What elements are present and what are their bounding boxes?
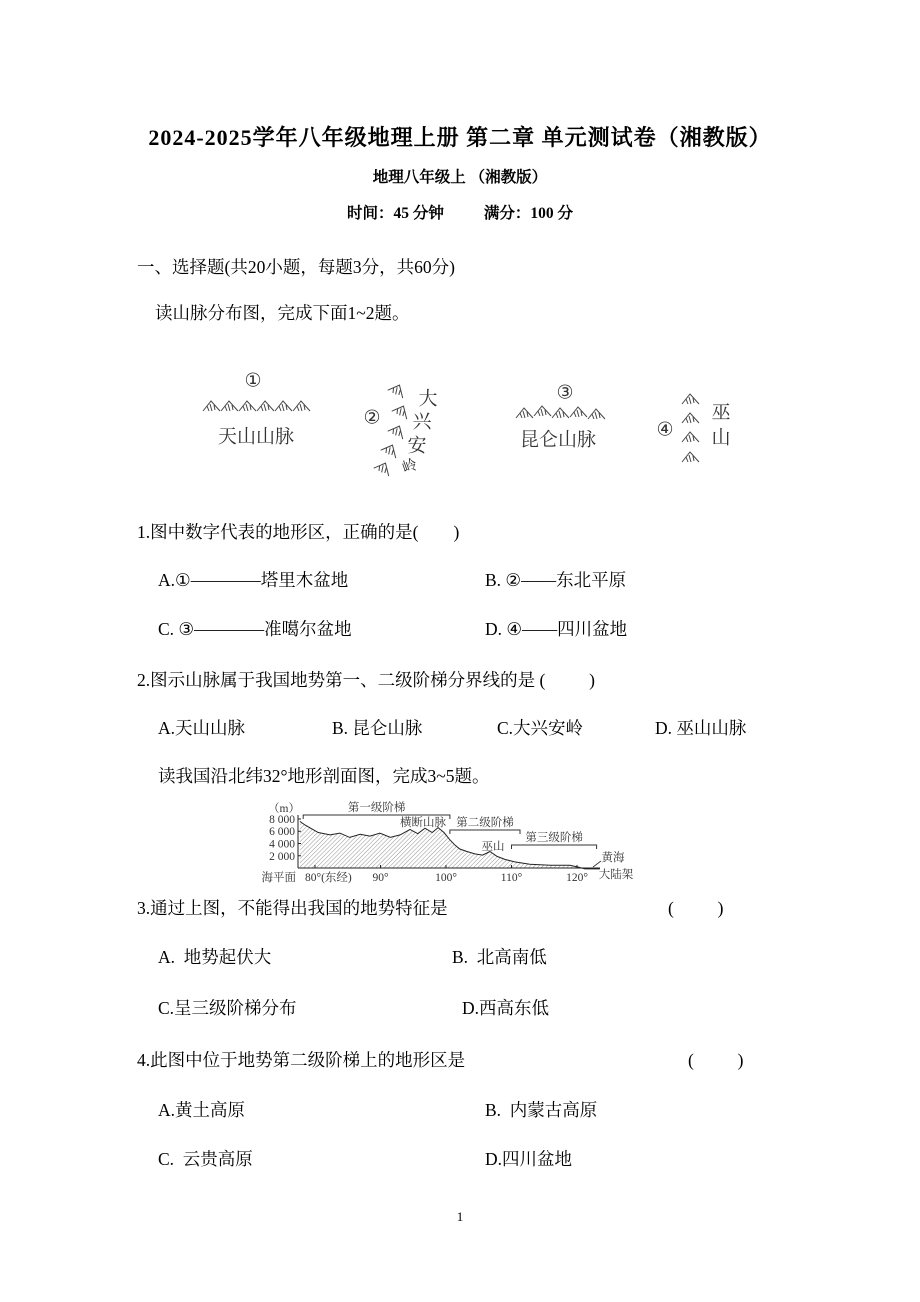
x-tick-label: 90° bbox=[372, 872, 389, 884]
total-score: 满分：100 分 bbox=[483, 205, 574, 222]
x-tick-label: 110° bbox=[500, 872, 523, 884]
wushan-char: 巫 bbox=[711, 402, 731, 424]
mountain-symbol bbox=[257, 401, 274, 411]
y-tick-label: 6 000 bbox=[269, 826, 295, 838]
mountain-symbol bbox=[682, 432, 699, 442]
step-label-second: 第二级阶梯 bbox=[456, 817, 514, 829]
question-4-option-c: C. 云贵高原 bbox=[158, 1149, 253, 1169]
mountain-symbol bbox=[570, 407, 587, 417]
y-tick-label: 4 000 bbox=[269, 838, 295, 851]
question-4-answer-blank: ( ) bbox=[688, 1050, 744, 1070]
question-4-option-a: A.黄土高原 bbox=[158, 1100, 246, 1120]
mountain-symbol bbox=[534, 406, 551, 416]
step-bracket-second bbox=[450, 830, 520, 834]
question-4-option-b: B. 内蒙古高原 bbox=[485, 1100, 598, 1120]
question-3-stem: 3.通过上图，不能得出我国的地势特征是 bbox=[137, 898, 448, 918]
mountain-symbol bbox=[516, 408, 533, 418]
mountain-symbol bbox=[275, 401, 292, 411]
huanghai-label: 黄海 bbox=[601, 852, 625, 864]
y-tick-label: 2 000 bbox=[269, 851, 295, 863]
question-2-option-d: D. 巫山山脉 bbox=[655, 718, 747, 738]
question-4-option-d: D.四川盆地 bbox=[485, 1149, 573, 1169]
mountain-distribution-figure bbox=[190, 360, 750, 490]
huanghai-pointer bbox=[593, 861, 601, 867]
question-3-option-c: C.呈三级阶梯分布 bbox=[158, 998, 297, 1018]
mountain-symbol bbox=[682, 394, 699, 404]
sea-level-label: 海平面 bbox=[261, 872, 296, 884]
x-tick-label: 120° bbox=[566, 872, 588, 884]
daxinganling-char: 岭 bbox=[400, 456, 420, 478]
x-tick-label: 80°(东经) bbox=[305, 872, 352, 884]
mountain-symbol bbox=[221, 401, 238, 411]
wushan-label: 巫山 bbox=[481, 841, 505, 853]
question-4-stem: 4.此图中位于地势第二级阶梯上的地形区是 bbox=[137, 1050, 466, 1070]
continental-shelf-label: 大陆架 bbox=[598, 869, 634, 881]
question-1-option-d: D. ④——四川盆地 bbox=[485, 619, 628, 639]
section-heading: 一、选择题(共20小题，每题3分，共60分) bbox=[137, 257, 455, 277]
y-tick-label: 8 000 bbox=[269, 814, 295, 826]
question-1-option-a: A.①————塔里木盆地 bbox=[158, 570, 349, 590]
question-3-option-a: A. 地势起伏大 bbox=[158, 947, 272, 967]
wushan-number: ④ bbox=[656, 419, 674, 441]
step-label-first: 第一级阶梯 bbox=[347, 802, 406, 814]
page-title: 2024-2025学年八年级地理上册 第二章 单元测试卷（湘教版） bbox=[148, 125, 772, 150]
mountain-symbol bbox=[588, 409, 605, 419]
mountain-symbol bbox=[239, 401, 256, 411]
question-1-option-b: B. ②——东北平原 bbox=[485, 570, 627, 590]
intro-mountain-figure: 读山脉分布图，完成下面1~2题。 bbox=[155, 303, 410, 323]
question-2-stem: 2.图示山脉属于我国地势第一、二级阶梯分界线的是 ( ) bbox=[137, 670, 595, 690]
mountain-symbol bbox=[374, 459, 394, 476]
daxinganling-char: 安 bbox=[407, 435, 427, 457]
kunlun-number: ③ bbox=[556, 382, 574, 404]
question-1-stem: 1.图中数字代表的地形区，正确的是( ) bbox=[137, 522, 460, 542]
terrain-profile-figure bbox=[250, 798, 645, 890]
intro-profile-figure: 读我国沿北纬32°地形剖面图，完成3~5题。 bbox=[158, 766, 490, 786]
time-limit: 时间：45 分钟 bbox=[346, 205, 444, 222]
step-bracket-third bbox=[512, 845, 597, 849]
question-1-option-c: C. ③————准噶尔盆地 bbox=[158, 619, 352, 639]
mountain-symbol bbox=[392, 402, 412, 419]
mountain-symbol bbox=[203, 401, 220, 411]
unit-label: （m） bbox=[268, 803, 300, 815]
x-tick-label: 100° bbox=[435, 872, 457, 884]
mountain-symbol bbox=[552, 408, 569, 418]
mountain-symbol bbox=[682, 413, 699, 423]
question-3-option-b: B. 北高南低 bbox=[452, 947, 547, 967]
hengduan-label: 横断山脉 bbox=[400, 817, 446, 829]
mountain-symbol bbox=[381, 441, 401, 458]
mountain-symbol bbox=[682, 452, 699, 462]
mountain-symbol bbox=[388, 381, 408, 398]
question-2-option-a: A.天山山脉 bbox=[158, 718, 246, 738]
exam-meta bbox=[0, 205, 920, 223]
mountain-symbol bbox=[293, 401, 310, 411]
question-2-option-b: B. 昆仑山脉 bbox=[332, 718, 423, 738]
question-3-answer-blank: ( ) bbox=[668, 898, 724, 918]
step-label-third: 第三级阶梯 bbox=[525, 832, 583, 844]
page-number: 1 bbox=[456, 1209, 464, 1224]
mountain-symbol bbox=[388, 422, 408, 439]
question-3-option-d: D.西高东低 bbox=[462, 998, 550, 1018]
tianshan-label: 天山山脉 bbox=[217, 426, 295, 448]
kunlun-label: 昆仑山脉 bbox=[519, 429, 597, 451]
tianshan-number: ① bbox=[244, 370, 262, 392]
daxinganling-number: ② bbox=[363, 407, 381, 429]
question-2-option-c: C.大兴安岭 bbox=[497, 718, 584, 738]
wushan-char: 山 bbox=[711, 427, 731, 449]
daxinganling-char: 大 bbox=[418, 388, 438, 410]
daxinganling-char: 兴 bbox=[412, 411, 432, 433]
page-subtitle: 地理八年级上 （湘教版） bbox=[372, 169, 548, 186]
